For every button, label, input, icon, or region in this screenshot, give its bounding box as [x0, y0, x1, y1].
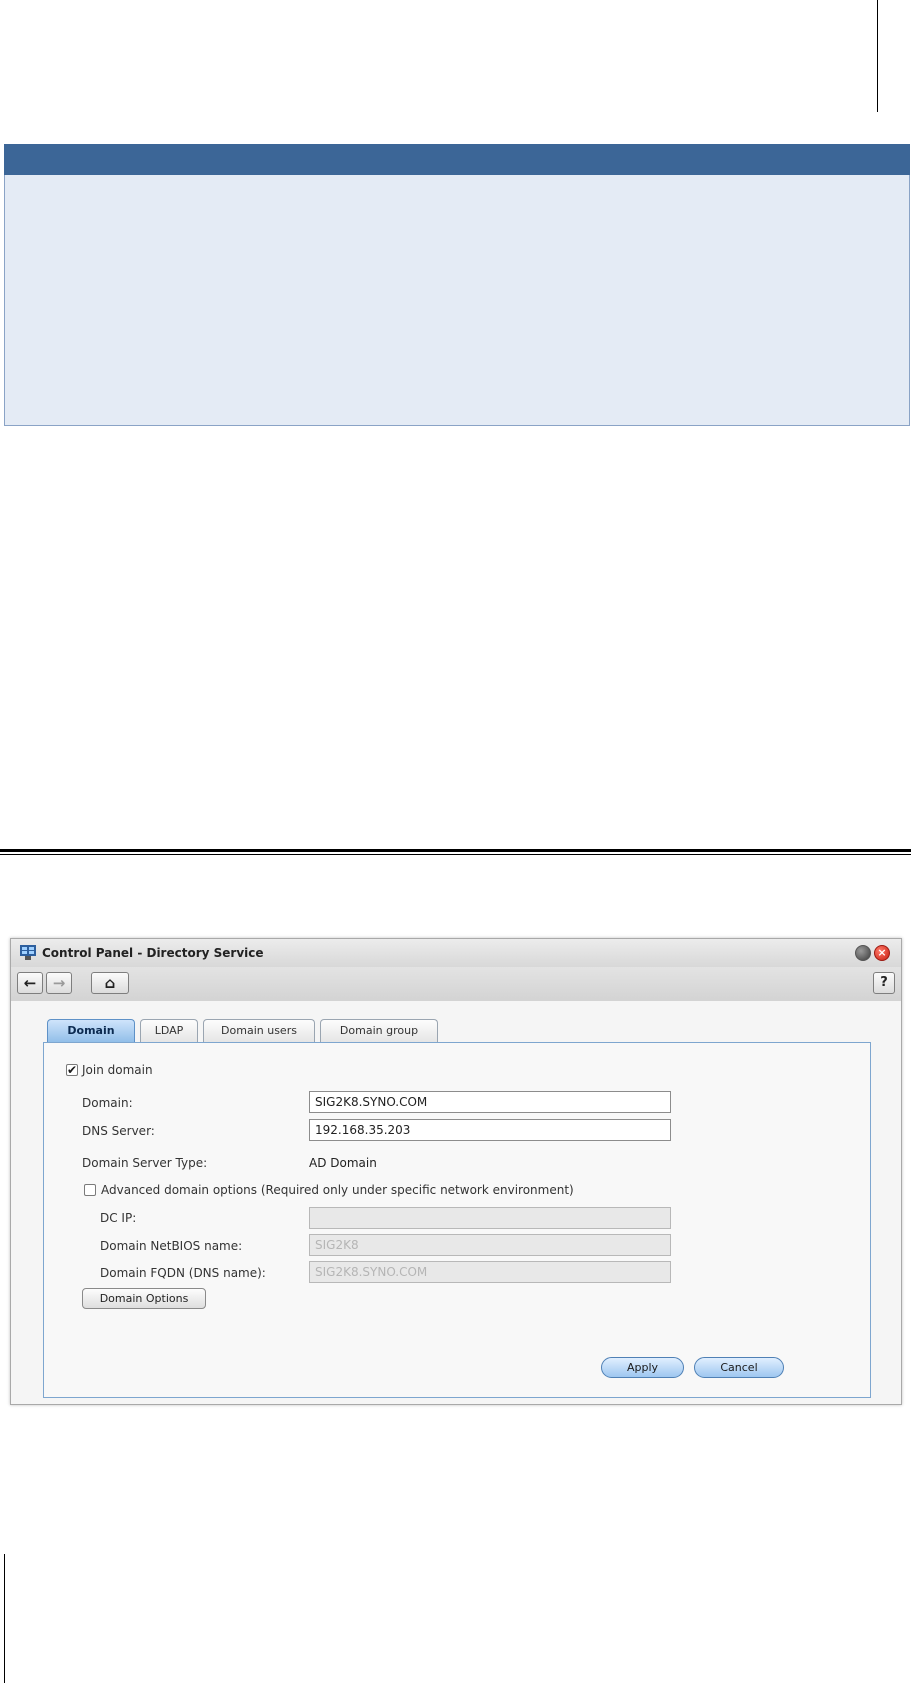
domain-options-button[interactable]: Domain Options	[82, 1288, 206, 1309]
advanced-options-label: Advanced domain options (Required only under specific network environment)	[101, 1183, 574, 1197]
fqdn-label: Domain FQDN (DNS name):	[100, 1266, 266, 1280]
arrow-right-icon: →	[52, 974, 66, 992]
dns-server-field[interactable]: 192.168.35.203	[309, 1119, 671, 1141]
netbios-name-label: Domain NetBIOS name:	[100, 1239, 243, 1253]
note-box-header	[4, 144, 910, 175]
control-panel-window	[10, 938, 902, 1405]
window-title: Control Panel - Directory Service	[42, 946, 264, 960]
domain-settings-panel	[43, 1042, 871, 1398]
close-icon[interactable]: ×	[874, 945, 890, 961]
page-margin-rule-top	[877, 0, 878, 112]
window-content	[11, 1001, 901, 1404]
dc-ip-field[interactable]	[309, 1207, 671, 1229]
tab-domain[interactable]: Domain	[47, 1019, 135, 1043]
control-panel-icon	[20, 945, 36, 960]
apply-button[interactable]: Apply	[601, 1357, 684, 1378]
forward-button[interactable]	[46, 972, 72, 994]
minimize-icon[interactable]	[855, 945, 871, 961]
help-icon: ?	[880, 975, 888, 990]
page-margin-rule-bottom	[4, 1554, 5, 1683]
dc-ip-label: DC IP:	[100, 1211, 137, 1225]
section-divider-thin	[0, 854, 911, 855]
tab-domain-users[interactable]: Domain users	[203, 1019, 315, 1043]
window-titlebar[interactable]	[11, 939, 901, 967]
arrow-left-icon: ←	[23, 974, 37, 992]
domain-server-type-value: AD Domain	[309, 1156, 377, 1170]
home-icon: ⌂	[104, 974, 116, 992]
netbios-name-field[interactable]: SIG2K8	[309, 1234, 671, 1256]
advanced-options-checkbox[interactable]	[84, 1184, 96, 1196]
tab-domain-group[interactable]: Domain group	[320, 1019, 438, 1043]
tab-ldap[interactable]: LDAP	[140, 1019, 198, 1043]
join-domain-checkbox[interactable]: ✔	[67, 1063, 78, 1077]
join-domain-label: Join domain	[82, 1063, 153, 1077]
cancel-button[interactable]: Cancel	[694, 1357, 784, 1378]
home-button[interactable]	[91, 972, 129, 994]
back-button[interactable]	[17, 972, 43, 994]
section-divider-thick	[0, 849, 911, 852]
dns-server-label: DNS Server:	[82, 1124, 155, 1138]
window-toolbar	[11, 967, 901, 1001]
domain-label: Domain:	[82, 1096, 133, 1110]
help-button[interactable]	[873, 972, 895, 994]
domain-server-type-label: Domain Server Type:	[82, 1156, 208, 1170]
fqdn-field[interactable]: SIG2K8.SYNO.COM	[309, 1261, 671, 1283]
note-box	[4, 144, 910, 426]
domain-field[interactable]: SIG2K8.SYNO.COM	[309, 1091, 671, 1113]
